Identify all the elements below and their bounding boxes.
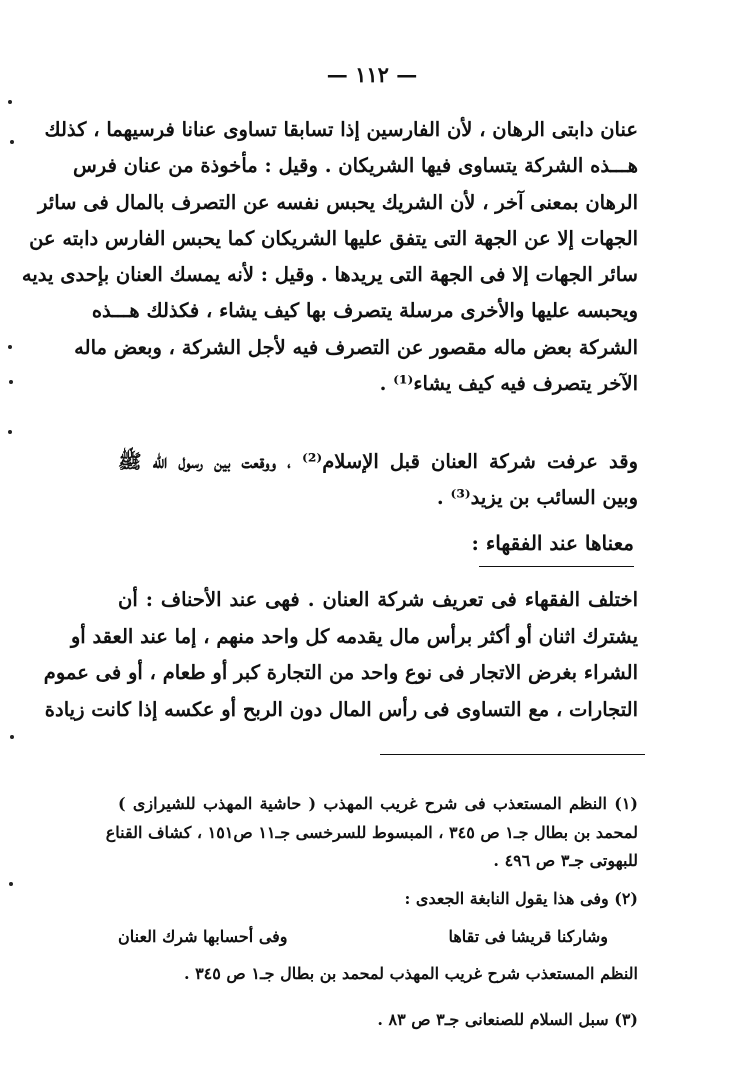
- footnote-line: (٣) سبل السلام للصنعانى جـ٣ ص ٨٣ .: [377, 1010, 638, 1029]
- text-line: وقد عرفت شركة العنان قبل الإسلام⁽²⁾ ، ووقعت بين رسول الله ﷺ: [118, 450, 638, 473]
- footnote-1: [105, 790, 638, 876]
- footnote-2-intro: [118, 885, 638, 914]
- text-line: يشترك اثنان أو أكثر برأس مال يقدمه كل واحد منهم ، إما عند العقد أو: [70, 624, 638, 648]
- footnote-line: (٢) وفى هذا يقول النابغة الجعدى :: [404, 889, 638, 908]
- heading-underline: [479, 566, 634, 567]
- text-line: هـــذه الشركة يتساوى فيها الشريكان . وقيل : مأخوذة من عنان فرس: [73, 154, 638, 178]
- scan-speck: [8, 345, 12, 349]
- footnote-line: لمحمد بن بطال جـ١ ص ٣٤٥ ، المبسوط للسرخسى جـ١١ ص١٥١ ، كشاف القناع: [105, 822, 638, 842]
- text-line: اختلف الفقهاء فى تعريف شركة العنان . فهى عند الأحناف : أن: [118, 588, 638, 611]
- paragraph-definition: [43, 582, 638, 728]
- page-number: — ١١٢ —: [326, 62, 418, 87]
- footnote-line: (١) النظم المستعذب فى شرح غريب المهذب ( حاشية المهذب للشيرازى ): [118, 794, 638, 813]
- text-line: التجارات ، مع التساوى فى رأس المال دون الربح أو عكسه إذا كانت زيادة: [44, 697, 638, 721]
- footnote-separator: [380, 754, 645, 755]
- scan-speck: [10, 140, 14, 144]
- text-line: الآخر يتصرف فيه كيف يشاء⁽¹⁾ .: [379, 372, 638, 396]
- scan-speck: [9, 380, 13, 384]
- scan-speck: [9, 882, 13, 886]
- text-line: عنان دابتى الرهان ، لأن الفارسين إذا تسابقا تساوى عنانا فرسيهما ، كذلك: [44, 118, 638, 141]
- verse-second-hemistich: وفى أحسابها شرك العنان: [118, 927, 288, 946]
- footnote-2-source: [118, 960, 638, 989]
- text-line: الشراء بغرض الاتجار فى نوع واحد من التجارة كبر أو طعام ، أو فى عموم: [43, 661, 638, 684]
- text-line: وبين السائب بن يزيد⁽³⁾ .: [436, 486, 638, 509]
- section-heading: معناها عند الفقهاء :: [471, 531, 634, 555]
- footnote-line: النظم المستعذب شرح غريب المهذب لمحمد بن بطال جـ١ ص ٣٤٥ .: [183, 964, 638, 983]
- scan-speck: [8, 100, 12, 104]
- scan-speck: [10, 735, 14, 739]
- text-line: الشركة بعض ماله مقصور عن التصرف فيه لأجل الشركة ، وبعض ماله: [74, 335, 638, 359]
- text-line: الجهات إلا عن الجهة التى يتفق عليها الشريكان كما يحبس الفارس دابته عن: [29, 226, 638, 250]
- paragraph-etymology: [21, 112, 638, 402]
- scan-speck: [8, 430, 12, 434]
- paragraph-history: [118, 444, 638, 516]
- text-line: ويحبسه عليها والأخرى مرسلة يتصرف بها كيف يشاء ، فكذلك هـــذه: [91, 299, 638, 323]
- footnote-line: للبهوتى جـ٣ ص ٤٩٦ .: [493, 851, 638, 870]
- verse-first-hemistich: وشاركنا قريشا فى تقاها: [448, 927, 608, 946]
- footnote-3: [118, 1006, 638, 1035]
- poetry-verse: [118, 927, 608, 946]
- text-line: سائر الجهات إلا فى الجهة التى يريدها . وقيل : لأنه يمسك العنان بإحدى يديه: [21, 263, 638, 287]
- text-line: الرهان بمعنى آخر ، لأن الشريك يحبس نفسه عن التصرف بالمال فى سائر: [38, 190, 638, 214]
